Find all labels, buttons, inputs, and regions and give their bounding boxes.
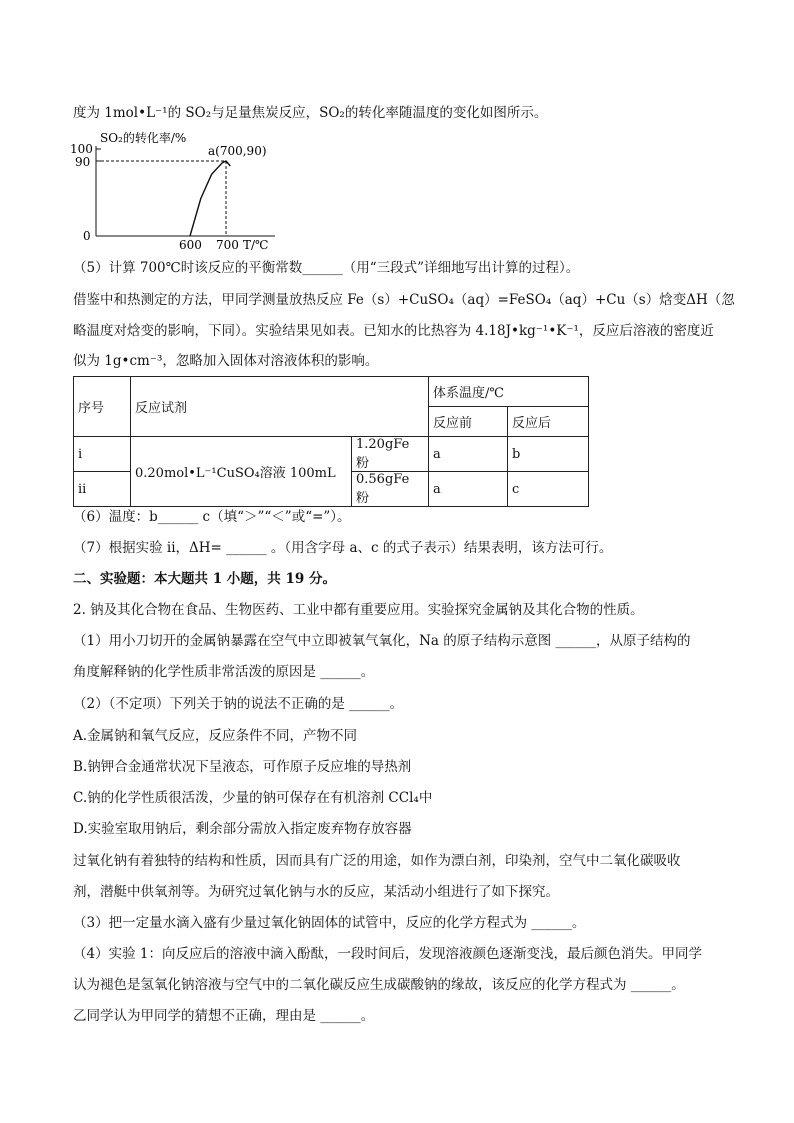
q1-line2: 角度解释钠的化学性质非常活泼的原因是 ______。 (73, 664, 375, 680)
cell-before: a (429, 437, 508, 472)
y-axis-label: SO₂的转化率/% (100, 131, 187, 145)
q1-line1: （1）用小刀切开的金属钠暴露在空气中立即被氧气氧化，Na 的原子结构示意图 ______，从原子结构的 (73, 633, 691, 649)
reaction-table (73, 376, 589, 507)
y-tick-90: 90 (75, 155, 91, 169)
point-a-label: a(700,90) (208, 144, 267, 158)
para2-line3: 似为 1g•cm⁻³，忽略加入固体对溶液体积的影响。 (73, 353, 379, 369)
para4-line2: 剂，潜艇中供氧剂等。为研究过氧化钠与水的反应，某活动小组进行了如下探究。 (73, 884, 559, 900)
table-row (74, 437, 589, 472)
intro-text: 度为 1mol•L⁻¹的 SO₂与足量焦炭反应，SO₂的转化率随温度的变化如图所示。 (73, 105, 548, 121)
conversion-curve (190, 161, 230, 236)
conversion-chart (70, 128, 290, 250)
para4-line1: 过氧化钠有着独特的结构和性质，因而具有广泛的用途，如作为漂白剂，印染剂，空气中二氧化碳吸收 (73, 853, 681, 869)
y-tick-100: 100 (70, 142, 93, 156)
header-after: 反应后 (508, 407, 589, 437)
option-a: A.金属钠和氧气反应，反应条件不同，产物不同 (73, 728, 358, 744)
cell-solution: 0.20mol•L⁻¹CuSO₄溶液 100mL (131, 437, 352, 507)
q7-text: （7）根据实验 ii，ΔH= ______ 。（用含字母 a、c 的式子表示）结果表明，该方法可行。 (73, 540, 613, 556)
cell-seq: i (74, 437, 131, 472)
q3-text: （3）把一定量水滴入盛有少量过氧化钠固体的试管中，反应的化学方程式为 ______。 (73, 915, 586, 931)
option-b: B.钠钾合金通常状况下呈液态，可作原子反应堆的导热剂 (73, 759, 412, 775)
cell-seq: ii (74, 472, 131, 507)
para2-line2: 略温度对焓变的影响，下同）。实验结果见如表。已知水的比热容为 4.18J•kg⁻¹•K⁻¹，反应后溶液的密度近 (73, 323, 714, 339)
x-axis-label: T/℃ (243, 238, 269, 250)
q2-text: （2）（不定项）下列关于钠的说法不正确的是 ______。 (73, 696, 404, 712)
header-temp: 体系温度/℃ (429, 377, 589, 407)
q4-line1: （4）实验 1：向反应后的溶液中滴入酚酞，一段时间后，发现溶液颜色逐渐变浅，最后颜色消失。甲同学 (73, 946, 702, 962)
x-tick-700: 700 (216, 238, 239, 250)
q4-line3: 乙同学认为甲同学的猜想不正确，理由是 ______。 (73, 1008, 375, 1024)
cell-after: b (508, 437, 589, 472)
cell-before: a (429, 472, 508, 507)
section-heading: 二、实验题：本大题共 1 小题，共 19 分。 (73, 571, 336, 587)
option-c: C.钠的化学性质很活泼，少量的钠可保存在有机溶剂 CCl₄中 (73, 790, 433, 806)
para2-line1: 借鉴中和热测定的方法，甲同学测量放热反应 Fe（s）+CuSO₄（aq）=FeSO₄（aq）+Cu（s）焓变ΔH（忽 (73, 292, 735, 308)
cell-fe: 1.20gFe 粉 (352, 437, 429, 472)
problem2-intro: 2. 钠及其化合物在食品、生物医药、工业中都有重要应用。实验探究金属钠及其化合物的性质。 (73, 602, 644, 618)
header-before: 反应前 (429, 407, 508, 437)
header-reagent: 反应试剂 (131, 377, 429, 437)
cell-after: c (508, 472, 589, 507)
q5-text: （5）计算 700℃时该反应的平衡常数______（用“三段式”详细地写出计算的过程）。 (73, 260, 580, 276)
q6-text: （6）温度：b______ c（填“＞”“＜”或“=”）。 (73, 509, 351, 525)
y-tick-0: 0 (83, 229, 91, 243)
option-d: D.实验室取用钠后，剩余部分需放入指定废弃物存放容器 (73, 821, 412, 837)
x-tick-600: 600 (179, 238, 202, 250)
header-seq: 序号 (74, 377, 131, 437)
cell-fe: 0.56gFe 粉 (352, 472, 429, 507)
q4-line2: 认为褪色是氢氧化钠溶液与空气中的二氧化碳反应生成碳酸钠的缘故，该反应的化学方程式为 ______。 (73, 977, 685, 993)
